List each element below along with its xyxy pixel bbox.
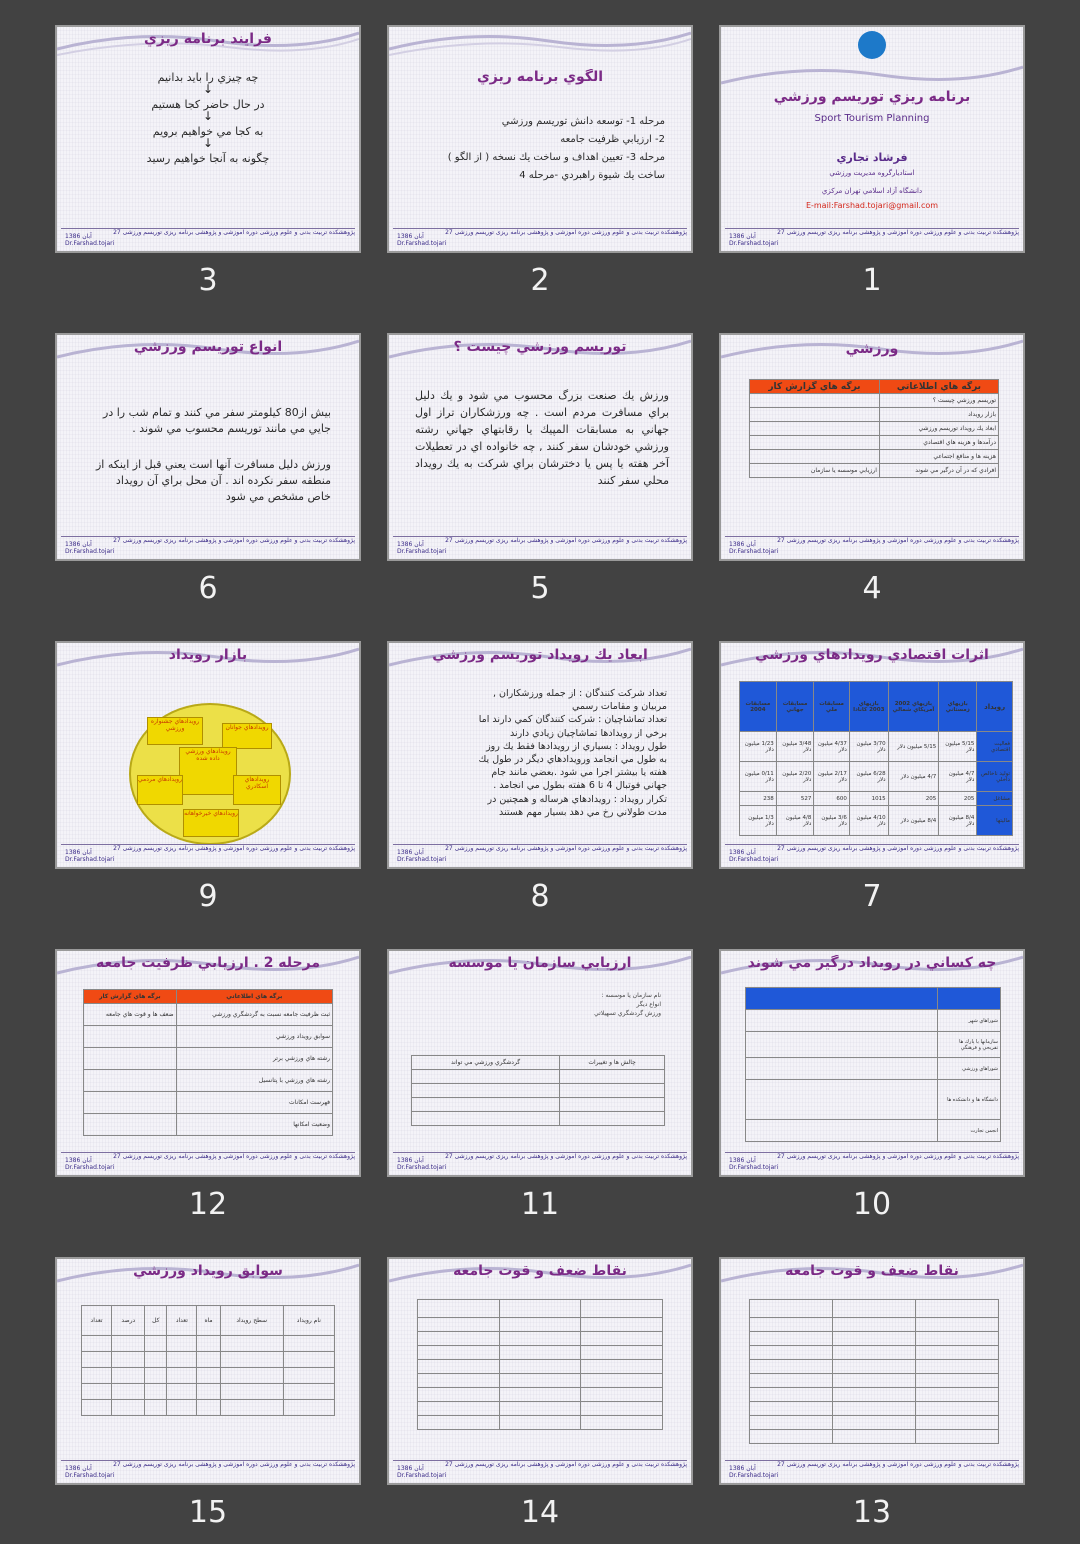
sport-tourism-types [93, 405, 331, 505]
row-label: توليد ناخالص داخلي [977, 762, 1013, 792]
dimension-line: طول رويداد : بسياري از رويدادها فقط يك روز [486, 740, 667, 752]
worksheet-table [83, 989, 333, 1136]
table-cell: درآمدها و هزينه هاي اقتصادي [879, 436, 998, 450]
meta-line: نام سازمان يا موسسه : [601, 992, 661, 999]
slide-6[interactable] [55, 333, 361, 561]
slide-footer: پژوهشکده تربیت بدنی و علوم ورزشی دوره آموزشی و پژوهشی برنامه ریزی توریسم ورزشی 27 [61, 844, 355, 853]
table-cell: 238 [740, 792, 777, 806]
slide-number: 13 [852, 1495, 892, 1530]
slide-footer: پژوهشکده تربیت بدنی و علوم ورزشی دوره آموزشی و پژوهشی برنامه ریزی توریسم ورزشی 27 [393, 536, 687, 545]
row-label: مشاغل [977, 792, 1013, 806]
slide-number: 14 [520, 1495, 560, 1530]
slide-9[interactable] [55, 641, 361, 869]
slide-title: الگوي برنامه ريزي [476, 69, 604, 85]
slide-footer-author: 1386 آبان Dr.Farshad.tojari [397, 849, 447, 863]
column-header: چالش ها و تغييرات [560, 1056, 665, 1070]
slide-number: 11 [520, 1187, 560, 1222]
down-arrow-icon: ↓ [202, 136, 214, 150]
type-paragraph-2: ورزش دليل مسافرت آنها است يعني قبل از اينكه از منطقه سفر نكرده اند . آن محل براي آن رويداد خاص مشخص مي شود [96, 458, 331, 503]
slide-footer: پژوهشکده تربیت بدنی و علوم ورزشی دوره آموزشی و پژوهشی برنامه ریزی توریسم ورزشی 27 [393, 844, 687, 853]
table-cell: 5/15 ميليون دلار [939, 732, 977, 762]
event-history-table [81, 1305, 335, 1416]
column-header: درصد [112, 1306, 145, 1336]
meta-line: انواع ديگر [636, 1001, 661, 1008]
stakeholder-group: شوراهاي شهر [938, 1010, 1001, 1032]
slide-footer: پژوهشکده تربیت بدنی و علوم ورزشی دوره آموزشی و پژوهشی برنامه ریزی توریسم ورزشی 27 [725, 1460, 1019, 1469]
economic-impact-table [739, 681, 1013, 836]
slide-footer: پژوهشکده تربیت بدنی و علوم ورزشی دوره آموزشی و پژوهشی برنامه ریزی توریسم ورزشی 27 [725, 844, 1019, 853]
column-header: برگه هاي اطلاعاتي [176, 990, 332, 1004]
table-cell: وضعيت امكانها [176, 1114, 332, 1136]
step-3: به كجا مي خواهيم برويم [152, 125, 264, 138]
down-arrow-icon: ↓ [202, 82, 214, 96]
stage-2: 2- ارزيابي ظرفيت جامعه [560, 134, 665, 145]
stakeholder-group: انجمن تجارت [938, 1120, 1001, 1142]
column-header: كل [145, 1306, 167, 1336]
table-cell: سوابق رويداد ورزشي [176, 1026, 332, 1048]
slide-footer-author: 1386 آبان Dr.Farshad.tojari [729, 1157, 779, 1171]
table-cell: 4/8 ميليون دلار [776, 806, 814, 836]
slide-number: 5 [530, 571, 550, 606]
table-cell: 1/23 ميليون دلار [740, 732, 777, 762]
table-cell: ثبت ظرفيت جامعه نسبت به گردشگري ورزشي [176, 1004, 332, 1026]
slide-number: 1 [862, 263, 882, 298]
slide-5[interactable] [387, 333, 693, 561]
table-cell: 8/4 ميليون دلار [888, 806, 939, 836]
slide-3[interactable] [55, 25, 361, 253]
column-header: بازيهاي 2003 كانادا [849, 682, 888, 732]
stage-4: ساخت يك شيوة راهبردي -مرحله 4 [519, 170, 665, 181]
slide-1[interactable] [719, 25, 1025, 253]
column-header: برگه هاي گزارش كار [84, 990, 177, 1004]
slide-footer-author: 1386 آبان Dr.Farshad.tojari [65, 233, 115, 247]
stage-3: مرحله 3- تعيين اهداف و ساخت يك نسخه ( از الگو ) [447, 152, 665, 163]
table-cell: 1/3 ميليون دلار [740, 806, 777, 836]
table-cell: 527 [776, 792, 814, 806]
slide-footer-author: 1386 آبان Dr.Farshad.tojari [65, 541, 115, 555]
table-cell: 5/15 ميليون دلار [888, 732, 939, 762]
slide-title: ورزشي [845, 341, 899, 357]
column-header: برگه هاي اطلاعاتي [879, 380, 998, 394]
assessment-table [411, 1055, 665, 1126]
slide-number: 4 [862, 571, 882, 606]
table-cell: 205 [939, 792, 977, 806]
dimension-line: هفته يا بيشتر اجرا مي شود .بعضي مانند جام [491, 767, 667, 779]
slide-12[interactable] [55, 949, 361, 1177]
row-label: فعاليت اقتصادي [977, 732, 1013, 762]
column-header: مسابقات ملي [814, 682, 850, 732]
table-cell: ابعاد يك رويداد توريسم ورزشي [879, 422, 998, 436]
planning-stages [409, 113, 665, 185]
slide-title: توريسم ورزشي چيست ؟ [453, 339, 627, 355]
slide-footer-author: 1386 آبان Dr.Farshad.tojari [729, 233, 779, 247]
slide-footer: پژوهشکده تربیت بدنی و علوم ورزشی دوره آموزشی و پژوهشی برنامه ریزی توریسم ورزشی 27 [725, 228, 1019, 237]
table-cell: رشته هاي ورزشي با پتانسيل [176, 1070, 332, 1092]
slide-14[interactable] [387, 1257, 693, 1485]
slide-number: 6 [198, 571, 218, 606]
slide-footer-author: 1386 آبان Dr.Farshad.tojari [65, 1157, 115, 1171]
stakeholder-group: شوراهاي ورزشي [938, 1058, 1001, 1080]
stakeholder-group: دانشگاه ها و دانشكده ها [938, 1080, 1001, 1120]
table-cell: 0/11 ميليون دلار [740, 762, 777, 792]
table-cell: 3/6 ميليون دلار [814, 806, 850, 836]
slide-footer: پژوهشکده تربیت بدنی و علوم ورزشی دوره آموزشی و پژوهشی برنامه ریزی توریسم ورزشی 27 [61, 536, 355, 545]
slide-15[interactable] [55, 1257, 361, 1485]
org-assessment-meta [419, 991, 661, 1018]
header-swoosh [721, 61, 1023, 91]
table-cell: 4/37 ميليون دلار [814, 732, 850, 762]
slide-footer-author: 1386 آبان Dr.Farshad.tojari [397, 1465, 447, 1479]
slide-number: 10 [852, 1187, 892, 1222]
column-header: برگه هاي گزارش كار [750, 380, 880, 394]
dimension-line: جهاني فوتبال 4 تا 6 هفته بطول مي انجامد . [493, 780, 667, 792]
slide-4[interactable] [719, 333, 1025, 561]
email: E-mail:Farshad.tojari@gmail.com [805, 201, 939, 210]
author-name: فرشاد تجاري [836, 151, 908, 164]
slide-8[interactable] [387, 641, 693, 869]
dimension-line: تعداد شركت كنندگان : از جمله ورزشكاران , [492, 688, 667, 699]
market-sector: رويدادهاي جوانان [222, 723, 272, 749]
slide-footer: پژوهشکده تربیت بدنی و علوم ورزشی دوره آموزشی و پژوهشی برنامه ریزی توریسم ورزشی 27 [393, 1152, 687, 1161]
table-cell: 8/4 ميليون دلار [939, 806, 977, 836]
subtitle: Sport Tourism Planning [814, 113, 930, 124]
table-cell: ضعف ها و قوت هاي جامعه [84, 1004, 177, 1026]
table-cell: 3/70 ميليون دلار [849, 732, 888, 762]
slide-10[interactable] [719, 949, 1025, 1177]
slide-footer-author: 1386 آبان Dr.Farshad.tojari [65, 1465, 115, 1479]
definition-paragraph: ورزش يك صنعت بزرگ محسوب مي شود و يك دليل براي مسافرت مردم است . چه ورزشكاران تراز اول جهاني به مسابقات المپيك يا رقابتهاي جهاني رشته ورزشي خودشان سفر كنند , چه خانواده اي در تعطيلات آخر هفته يا پس يا دخترشان براي شركت به يك رويداد محلي سفر كنند [415, 389, 669, 487]
dimension-line: به طول مي انجامد ورويدادهاي ديگر در طول يك [478, 754, 667, 766]
table-cell: 6/28 ميليون دلار [849, 762, 888, 792]
slide-number: 9 [198, 879, 218, 914]
slide-title: انواع توريسم ورزشي [133, 339, 283, 355]
down-arrow-icon: ↓ [202, 109, 214, 123]
slide-footer: پژوهشکده تربیت بدنی و علوم ورزشی دوره آموزشی و پژوهشی برنامه ریزی توریسم ورزشی 27 [725, 536, 1019, 545]
slide-title: ارزيابي سازمان يا موسسه [448, 955, 632, 971]
row-label: ماليتها [977, 806, 1013, 836]
slide-title: نقاط ضعف و قوت جامعه [785, 1263, 959, 1279]
table-cell: توريسم ورزشي چيست ؟ [879, 394, 998, 408]
slide-footer: پژوهشکده تربیت بدنی و علوم ورزشی دوره آموزشی و پژوهشی برنامه ریزی توریسم ورزشی 27 [61, 228, 355, 237]
slide-number: 7 [862, 879, 882, 914]
table-cell: 4/7 ميليون دلار [939, 762, 977, 792]
slide-footer: پژوهشکده تربیت بدنی و علوم ورزشی دوره آموزشی و پژوهشی برنامه ریزی توریسم ورزشی 27 [725, 1152, 1019, 1161]
dimension-line: مربيان و مقامات رسمي [571, 701, 667, 713]
dimension-line: تكرار رويداد : رويدادهاي هرساله و همچنين در [487, 793, 667, 805]
slide-13[interactable] [719, 1257, 1025, 1485]
table-cell: 4/7 ميليون دلار [888, 762, 939, 792]
column-header: رويداد [977, 682, 1013, 732]
header-swoosh [389, 27, 691, 57]
slide-footer-author: 1386 آبان Dr.Farshad.tojari [397, 541, 447, 555]
slide-footer-author: 1386 آبان Dr.Farshad.tojari [65, 849, 115, 863]
slide-title: برنامه ريزي توريسم ورزشي [773, 89, 971, 105]
strength-weakness-table [417, 1299, 663, 1430]
table-cell: 3/48 ميليون دلار [776, 732, 814, 762]
slide-title: سوابق رويداد ورزشي [133, 1263, 283, 1279]
table-cell: 4/10 ميليون دلار [849, 806, 888, 836]
process-steps [117, 71, 299, 165]
table-cell: 205 [888, 792, 939, 806]
slide-title: بازار رويداد [168, 647, 248, 663]
slide-2[interactable] [387, 25, 693, 253]
dimension-line: برخي از رويدادها تماشاچيان زيادي دارند [510, 727, 667, 739]
slide-title: مرحله 2 . ارزيابي ظرفيت جامعه [96, 955, 320, 971]
column-header: نام رويداد [283, 1306, 334, 1336]
slide-number: 3 [198, 263, 218, 298]
column-header: سطح رويداد [220, 1306, 283, 1336]
type-paragraph-1: بيش از80 كيلومتر سفر مي كنند و تمام شب را در جايي مي مانند توريسم محسوب مي شوند . [103, 406, 331, 435]
step-4: چگونه به آنجا خواهيم رسيد [146, 152, 270, 165]
slide-title: نقاط ضعف و قوت جامعه [453, 1263, 627, 1279]
market-sector: رويدادهاي مردمي [137, 775, 183, 805]
table-cell: 600 [814, 792, 850, 806]
table-cell: 2/20 ميليون دلار [776, 762, 814, 792]
slide-number: 15 [188, 1495, 228, 1530]
table-cell: فهرست امكانات [176, 1092, 332, 1114]
market-sector: رويدادهاي جشنواره ورزشي [147, 717, 203, 745]
table-cell: 2/17 ميليون دلار [814, 762, 850, 792]
column-header: تعداد [82, 1306, 112, 1336]
worksheet-table [749, 379, 999, 478]
dimension-line: تعداد تماشاچيان : شركت كنندگان كمي دارند اما [478, 714, 667, 726]
market-sector: رويدادهاي اسكادري [233, 775, 281, 805]
dimension-line: مدت طولاني رخ مي دهد بسيار مهم هستند [498, 806, 667, 818]
column-header: بازيهاي 2002 آمريكاي شمالي [888, 682, 939, 732]
slide-number: 8 [530, 879, 550, 914]
university: دانشگاه آزاد اسلامي تهران مركزي [821, 187, 923, 195]
market-sector: رويدادهاي خيرخواهانه [183, 809, 239, 837]
slide-footer: پژوهشکده تربیت بدنی و علوم ورزشی دوره آموزشی و پژوهشی برنامه ریزی توریسم ورزشی 27 [393, 1460, 687, 1469]
step-1: چه چيزي را بايد بدانيم [157, 71, 259, 84]
slide-footer-author: 1386 آبان Dr.Farshad.tojari [729, 1465, 779, 1479]
column-header: ماه [197, 1306, 220, 1336]
table-cell: ارزيابي موسسه يا سازمان [750, 464, 880, 478]
slide-title: فرایند برنامه ريزي [144, 31, 272, 47]
slide-footer-author: 1386 آبان Dr.Farshad.tojari [397, 1157, 447, 1171]
author-role: استاديارگروه مديريت ورزشي [829, 169, 915, 177]
slide-number: 2 [530, 263, 550, 298]
slide-title: چه كساني در رويداد درگير مي شوند [747, 955, 997, 971]
table-cell: بازار رويداد [879, 408, 998, 422]
stakeholders-table [745, 987, 1001, 1142]
column-header: مسابقات 2004 [740, 682, 777, 732]
slide-footer: پژوهشکده تربیت بدنی و علوم ورزشی دوره آموزشی و پژوهشی برنامه ریزی توریسم ورزشی 27 [393, 228, 687, 237]
slide-title: ابعاد يك رويداد توريسم ورزشي [432, 647, 648, 663]
slide-footer: پژوهشکده تربیت بدنی و علوم ورزشی دوره آموزشی و پژوهشی برنامه ریزی توریسم ورزشی 27 [61, 1460, 355, 1469]
slide-footer-author: 1386 آبان Dr.Farshad.tojari [397, 233, 447, 247]
table-cell: رشته هاي ورزشي برتر [176, 1048, 332, 1070]
table-cell: 1015 [849, 792, 888, 806]
slide-11[interactable] [387, 949, 693, 1177]
event-dimensions [409, 687, 667, 819]
slide-7[interactable] [719, 641, 1025, 869]
column-header: بازيهاي زمستاني [939, 682, 977, 732]
strength-weakness-table [749, 1299, 999, 1444]
slide-footer: پژوهشکده تربیت بدنی و علوم ورزشی دوره آموزشی و پژوهشی برنامه ریزی توریسم ورزشی 27 [61, 1152, 355, 1161]
column-header: گردشگري ورزشي مي تواند [412, 1056, 560, 1070]
table-cell: هزينه ها و منافع اجتماعي [879, 450, 998, 464]
stage-1: مرحله 1- توسعه دانش توريسم ورزشي [501, 116, 665, 127]
logo-icon [858, 31, 886, 59]
column-header: مسابقات جهاني [776, 682, 814, 732]
slide-number: 12 [188, 1187, 228, 1222]
slide-title: اثرات اقتصادي رويدادهاي ورزشي [755, 647, 989, 663]
table-cell: افرادي كه در آن درگير مي شوند [879, 464, 998, 478]
step-2: در حال حاضر كجا هستيم [151, 98, 265, 111]
meta-line: ورزش گردشگري تسهيلاتي [594, 1010, 661, 1017]
slide-footer-author: 1386 آبان Dr.Farshad.tojari [729, 849, 779, 863]
stakeholder-group: سازمانها يا پارك ها تفريحي و فرهنگي [938, 1032, 1001, 1058]
market-sector: رويدادهاي ورزشي داده شده [179, 747, 237, 795]
slide-footer-author: 1386 آبان Dr.Farshad.tojari [729, 541, 779, 555]
column-header: تعداد [167, 1306, 197, 1336]
